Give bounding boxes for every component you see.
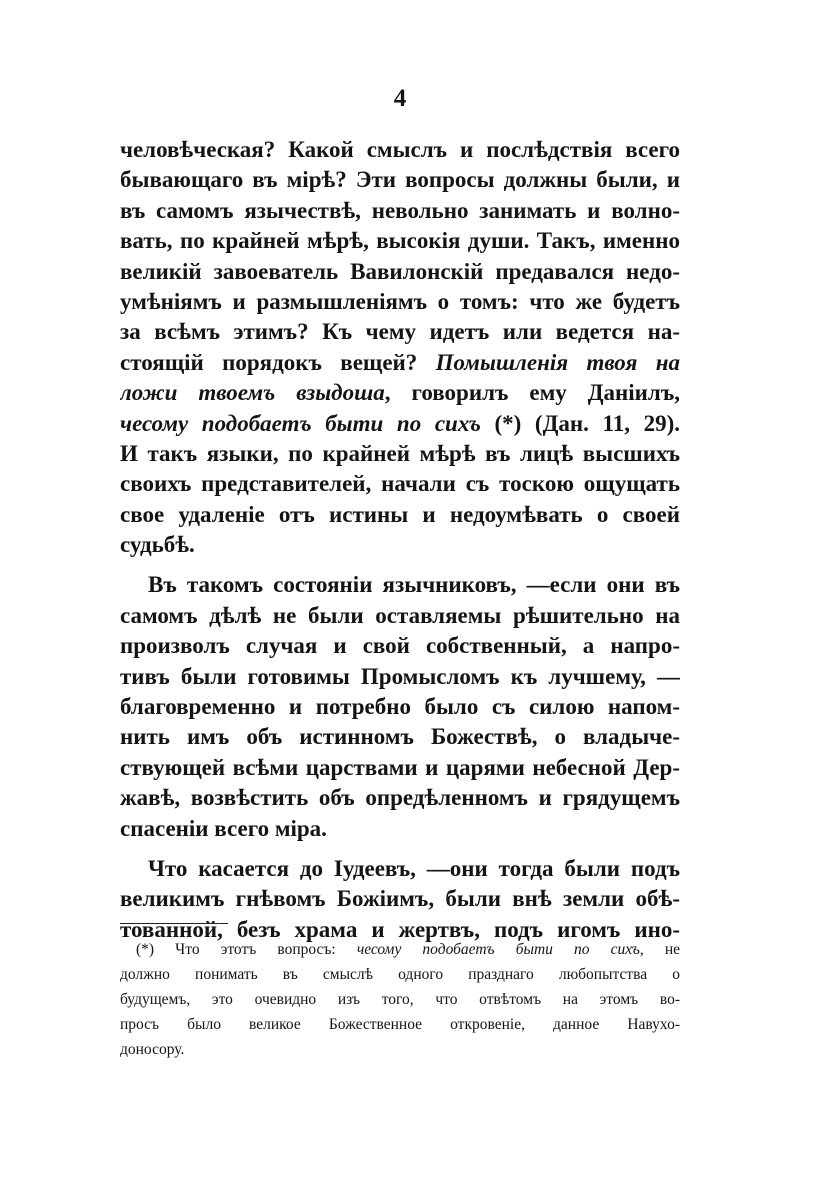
text-line: бывающаго въ мірѣ? Эти вопросы должны были, и <box>120 167 680 193</box>
page-number: 4 <box>393 85 407 112</box>
paragraph-3 <box>120 854 680 945</box>
footnote <box>120 937 680 1062</box>
text-line: ствующей всѣми царствами и царями небесной Дер- <box>120 754 680 780</box>
footnote-divider <box>120 923 228 924</box>
body-text <box>120 135 680 945</box>
text-line: тованной, безъ храма и жертвъ, подъ игомъ ино- <box>120 916 680 942</box>
scripture-quote: Помышленія твоя на <box>435 349 680 375</box>
footnote-line: будущемъ, это очевидно изъ того, что отвѣтомъ на этомъ во- <box>120 991 680 1008</box>
text-line: великимъ гнѣвомъ Божіимъ, были внѣ земли обѣ- <box>120 886 680 912</box>
footnote-line: просъ было великое Божественное откровеніе, данное Навухо- <box>120 1016 680 1033</box>
text-line: спасеніи всего міра. <box>120 815 327 841</box>
text-line: великій завоеватель Вавилонскій предавался недо- <box>120 258 680 284</box>
scripture-quote: ложи твоемъ взыдоша <box>120 380 385 406</box>
footnote-line: должно понимать въ смыслѣ одного празднаго любопытства о <box>120 966 680 983</box>
text-line: человѣческая? Какой смыслъ и послѣдствія всего <box>120 137 680 162</box>
text-line: за всѣмъ этимъ? Къ чему идетъ или ведется на- <box>120 319 680 345</box>
footnote-reference: (*) (Дан. 11, 29). <box>480 410 680 436</box>
text-line: жавѣ, возвѣстить объ опредѣленномъ и грядущемъ <box>120 785 680 811</box>
text-line: Въ такомъ состояніи язычниковъ, —если они въ <box>148 572 680 598</box>
paragraph-1 <box>120 135 680 560</box>
text-line: Что касается до Іудеевъ, —они тогда были подъ <box>148 855 680 881</box>
text-line: умѣніямъ и размышленіямъ о томъ: что же будетъ <box>120 288 680 314</box>
text-line: судьбѣ. <box>120 532 195 558</box>
text-line: благовременно и потребно было съ силою напом- <box>120 694 680 720</box>
text-line: своихъ представителей, начали съ тоскою ощущать <box>120 471 680 497</box>
text-line: самомъ дѣлѣ не были оставляемы рѣшительно на <box>120 602 680 628</box>
text-line: тивъ были готовимы Промысломъ къ лучшему, — <box>120 663 680 689</box>
scripture-quote: чесому подобаетъ быти по сихъ <box>356 941 640 958</box>
text-line: стоящій порядокъ вещей? Помышленія твоя на <box>120 349 680 375</box>
text-line: нить имъ объ истинномъ Божествѣ, о владыче- <box>120 724 680 750</box>
paragraph-2 <box>120 570 680 844</box>
text-line: вать, по крайней мѣрѣ, высокія души. Такъ, именно <box>120 228 680 254</box>
scripture-quote: чесому подобаетъ быти по сихъ <box>120 410 481 436</box>
text-line: свое удаленіе отъ истины и недоумѣвать о своей <box>120 501 680 527</box>
footnote-line: доносору. <box>120 1041 185 1058</box>
text-line: произволъ случая и свой собственный, а напро- <box>120 633 680 659</box>
text-line: ложи твоемъ взыдоша, говорилъ ему Даніилъ, <box>120 380 680 406</box>
text-line: И такъ языки, по крайней мѣрѣ въ лицѣ высшихъ <box>120 440 680 466</box>
text-line: въ самомъ язычествѣ, невольно занимать и волно- <box>120 197 680 223</box>
footnote-line: (*) Что этотъ вопросъ: чесому подобаетъ быти по сихъ, не <box>136 941 680 958</box>
text-line <box>120 409 680 439</box>
book-page <box>120 0 680 1191</box>
